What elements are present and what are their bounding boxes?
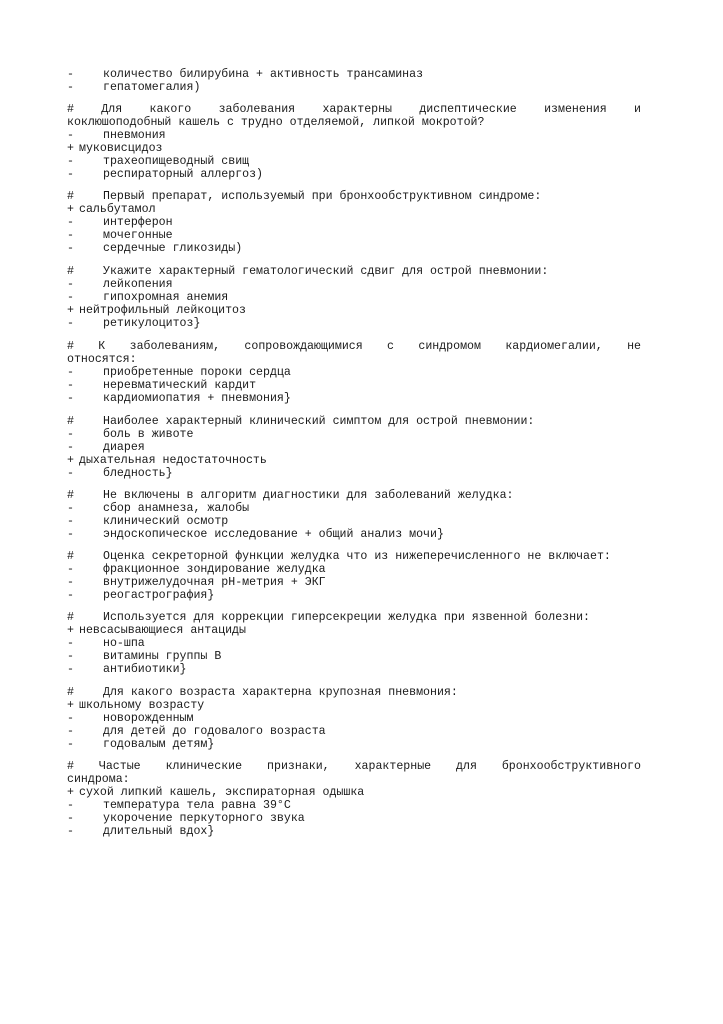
answer-option: бледность} xyxy=(103,467,173,480)
question-text: Наиболее характерный клинический симптом для острой пневмонии: xyxy=(103,415,535,428)
text-line xyxy=(0,786,723,799)
text-line xyxy=(0,812,723,825)
wrong-answer-marker: - xyxy=(67,712,74,725)
question-marker: # xyxy=(67,190,74,203)
text-line xyxy=(0,203,723,216)
wrong-answer-marker: - xyxy=(67,428,74,441)
text-line xyxy=(0,340,723,353)
correct-answer-marker: + xyxy=(67,786,74,799)
wrong-answer-marker: - xyxy=(67,502,74,515)
wrong-answer-marker: - xyxy=(67,168,74,181)
answer-option: школьному возрасту xyxy=(79,699,205,712)
text-line xyxy=(0,515,723,528)
text-line xyxy=(0,129,723,142)
text-line xyxy=(0,353,723,366)
answer-option: нейтрофильный лейкоцитоз xyxy=(79,304,246,317)
answer-option: ретикулоцитоз} xyxy=(103,317,201,330)
text-line xyxy=(0,712,723,725)
text-line xyxy=(0,291,723,304)
text-line xyxy=(0,68,723,81)
question-continuation: синдрома: xyxy=(67,773,130,786)
wrong-answer-marker: - xyxy=(67,129,74,142)
wrong-answer-marker: - xyxy=(67,650,74,663)
wrong-answer-marker: - xyxy=(67,291,74,304)
text-line xyxy=(0,663,723,676)
answer-option: внутрижелудочная рН-метрия + ЭКГ xyxy=(103,576,326,589)
text-line xyxy=(0,637,723,650)
question-continuation: коклюшоподобный кашель с трудно отделяемой, липкой мокротой? xyxy=(67,116,485,129)
answer-option: мочегонные xyxy=(103,229,173,242)
wrong-answer-marker: - xyxy=(67,68,74,81)
wrong-answer-marker: - xyxy=(67,825,74,838)
answer-option: температура тела равна 39°С xyxy=(103,799,291,812)
text-line xyxy=(0,103,723,116)
text-line xyxy=(0,550,723,563)
answer-option: кардиомиопатия + пневмония} xyxy=(103,392,291,405)
answer-option: фракционное зондирование желудка xyxy=(103,563,326,576)
text-line xyxy=(0,799,723,812)
text-line xyxy=(0,454,723,467)
text-line xyxy=(0,379,723,392)
wrong-answer-marker: - xyxy=(67,366,74,379)
text-line xyxy=(0,699,723,712)
text-line xyxy=(0,467,723,480)
wrong-answer-marker: - xyxy=(67,637,74,650)
question-text: Не включены в алгоритм диагностики для заболеваний желудка: xyxy=(103,489,514,502)
answer-option: дыхательная недостаточность xyxy=(79,454,267,467)
text-line xyxy=(0,278,723,291)
wrong-answer-marker: - xyxy=(67,528,74,541)
wrong-answer-marker: - xyxy=(67,216,74,229)
question-text: Оценка секреторной функции желудка что из нижеперечисленного не включает: xyxy=(103,550,611,563)
answer-option: новорожденным xyxy=(103,712,194,725)
text-line xyxy=(0,686,723,699)
answer-option: для детей до годовалого возраста xyxy=(103,725,326,738)
text-line xyxy=(0,190,723,203)
text-line xyxy=(0,116,723,129)
wrong-answer-marker: - xyxy=(67,155,74,168)
text-line xyxy=(0,489,723,502)
wrong-answer-marker: - xyxy=(67,515,74,528)
wrong-answer-marker: - xyxy=(67,242,74,255)
wrong-answer-marker: - xyxy=(67,563,74,576)
answer-option: реогастрография} xyxy=(103,589,215,602)
answer-option: гипохромная анемия xyxy=(103,291,229,304)
text-line xyxy=(0,366,723,379)
text-line xyxy=(0,81,723,94)
answer-option: сухой липкий кашель, экспираторная одышка xyxy=(79,786,365,799)
text-line xyxy=(0,773,723,786)
question-marker: # xyxy=(67,611,74,624)
answer-option: лейкопения xyxy=(103,278,173,291)
answer-option: годовалым детям} xyxy=(103,738,215,751)
answer-option: клинический осмотр xyxy=(103,515,229,528)
answer-option: неревматический кардит xyxy=(103,379,257,392)
answer-option: количество билирубина + активность трансаминаз xyxy=(103,68,424,81)
text-line xyxy=(0,428,723,441)
answer-option: сердечные гликозиды) xyxy=(103,242,243,255)
text-line xyxy=(0,502,723,515)
question-text: # К заболеваниям, сопровождающимися с синдромом кардиомегалии, не xyxy=(67,340,641,353)
wrong-answer-marker: - xyxy=(67,278,74,291)
text-line xyxy=(0,317,723,330)
answer-option: муковисцидоз xyxy=(79,142,163,155)
wrong-answer-marker: - xyxy=(67,663,74,676)
wrong-answer-marker: - xyxy=(67,812,74,825)
question-marker: # xyxy=(67,265,74,278)
text-line xyxy=(0,415,723,428)
answer-option: боль в животе xyxy=(103,428,194,441)
wrong-answer-marker: - xyxy=(67,229,74,242)
answer-option: гепатомегалия) xyxy=(103,81,201,94)
answer-option: пневмония xyxy=(103,129,166,142)
correct-answer-marker: + xyxy=(67,142,74,155)
text-line xyxy=(0,825,723,838)
question-text: Используется для коррекции гиперсекреции желудка при язвенной болезни: xyxy=(103,611,591,624)
answer-option: эндоскопическое исследование + общий анализ мочи} xyxy=(103,528,444,541)
answer-option: диарея xyxy=(103,441,145,454)
question-text: Первый препарат, используемый при бронхообструктивном синдроме: xyxy=(103,190,542,203)
answer-option: антибиотики} xyxy=(103,663,187,676)
answer-option: витамины группы В xyxy=(103,650,222,663)
wrong-answer-marker: - xyxy=(67,441,74,454)
question-continuation: относятся: xyxy=(67,353,137,366)
text-line xyxy=(0,441,723,454)
text-line xyxy=(0,168,723,181)
text-line xyxy=(0,265,723,278)
question-marker: # xyxy=(67,686,74,699)
text-line xyxy=(0,155,723,168)
text-line xyxy=(0,392,723,405)
text-line xyxy=(0,142,723,155)
text-line xyxy=(0,304,723,317)
text-line xyxy=(0,738,723,751)
wrong-answer-marker: - xyxy=(67,576,74,589)
question-marker: # xyxy=(67,489,74,502)
answer-option: респираторный аллергоз) xyxy=(103,168,264,181)
text-line xyxy=(0,528,723,541)
question-text: Для какого возраста характерна крупозная пневмония: xyxy=(103,686,458,699)
answer-option: но-шпа xyxy=(103,637,145,650)
answer-option: укорочение перкуторного звука xyxy=(103,812,305,825)
answer-option: интерферон xyxy=(103,216,173,229)
text-line xyxy=(0,229,723,242)
text-line xyxy=(0,563,723,576)
answer-option: сальбутамол xyxy=(79,203,156,216)
correct-answer-marker: + xyxy=(67,699,74,712)
text-line xyxy=(0,589,723,602)
correct-answer-marker: + xyxy=(67,454,74,467)
wrong-answer-marker: - xyxy=(67,392,74,405)
question-marker: # xyxy=(67,550,74,563)
answer-option: сбор анамнеза, жалобы xyxy=(103,502,250,515)
correct-answer-marker: + xyxy=(67,624,74,637)
question-marker: # xyxy=(67,415,74,428)
wrong-answer-marker: - xyxy=(67,799,74,812)
text-line xyxy=(0,725,723,738)
wrong-answer-marker: - xyxy=(67,589,74,602)
wrong-answer-marker: - xyxy=(67,317,74,330)
answer-option: трахеопищеводный свищ xyxy=(103,155,250,168)
wrong-answer-marker: - xyxy=(67,467,74,480)
correct-answer-marker: + xyxy=(67,203,74,216)
correct-answer-marker: + xyxy=(67,304,74,317)
text-line xyxy=(0,576,723,589)
text-line xyxy=(0,611,723,624)
text-line xyxy=(0,650,723,663)
wrong-answer-marker: - xyxy=(67,725,74,738)
text-line xyxy=(0,242,723,255)
wrong-answer-marker: - xyxy=(67,379,74,392)
answer-option: невсасывающиеся антациды xyxy=(79,624,246,637)
wrong-answer-marker: - xyxy=(67,81,74,94)
text-line xyxy=(0,216,723,229)
answer-option: приобретенные пороки сердца xyxy=(103,366,291,379)
answer-option: длительный вдох} xyxy=(103,825,215,838)
text-line xyxy=(0,760,723,773)
question-text: Укажите характерный гематологический сдвиг для острой пневмонии: xyxy=(103,265,549,278)
question-text: # Частые клинические признаки, характерные для бронхообструктивного xyxy=(67,760,641,773)
question-text: # Для какого заболевания характерны диспептические изменения и xyxy=(67,103,641,116)
text-line xyxy=(0,624,723,637)
wrong-answer-marker: - xyxy=(67,738,74,751)
